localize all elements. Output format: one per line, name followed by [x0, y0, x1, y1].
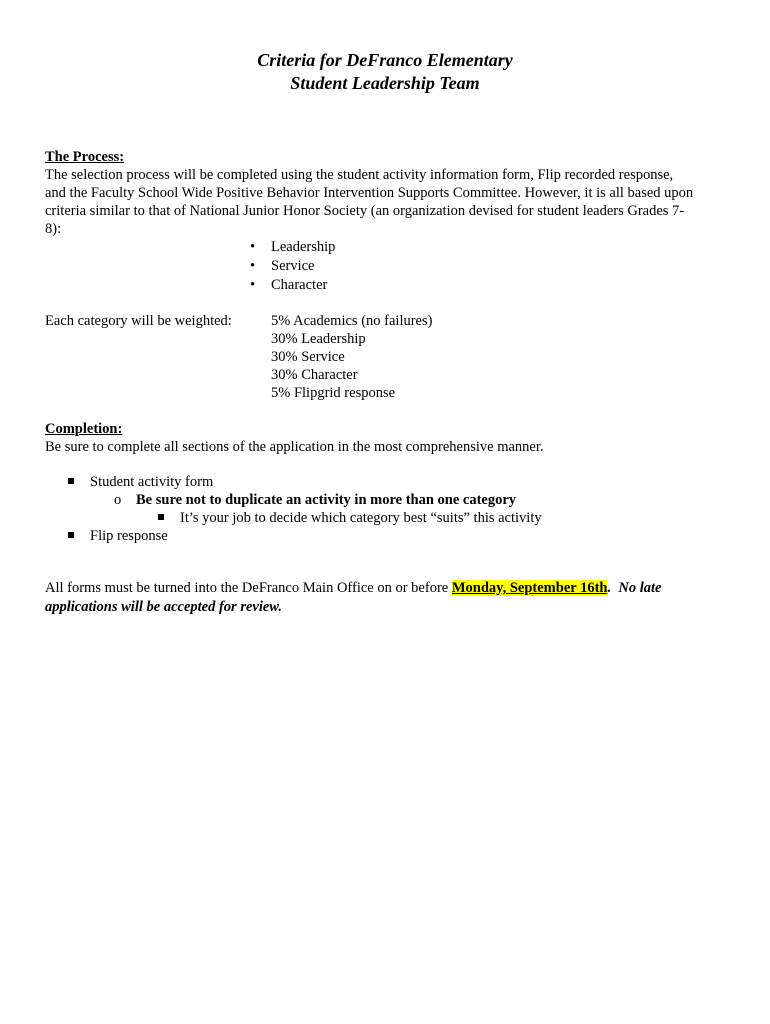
circle-bullet-icon: o [114, 492, 122, 508]
sublist-item-label: Be sure not to duplicate an activity in more than one category [136, 492, 517, 508]
weight-item: 30% Character [271, 367, 358, 383]
late-note-continued: applications will be accepted for review. [45, 599, 283, 615]
weights-list [271, 312, 432, 402]
deadline-period: . [607, 580, 612, 596]
sublist-item-no-duplicate [114, 491, 516, 509]
deadline-paragraph [45, 579, 735, 617]
square-bullet-icon [158, 514, 164, 520]
process-line: The selection process will be completed using the student activity information form, Flip recorded response, [45, 167, 674, 183]
process-line: and the Faculty School Wide Positive Behavior Intervention Supports Committee. However, it is all based upon [45, 185, 694, 201]
late-note: No late [618, 580, 662, 596]
title-line-1: Criteria for DeFranco Elementary [257, 50, 513, 70]
weight-item: 5% Academics (no failures) [271, 313, 433, 329]
deadline-text: All forms must be turned into the DeFranco Main Office on or before [45, 580, 452, 596]
process-line: 8): [45, 221, 62, 237]
list-item-label: Student activity form [90, 474, 214, 490]
weight-label: Each category will be weighted: [45, 313, 232, 329]
title-line-2: Student Leadership Team [290, 73, 480, 93]
completion-intro: Be sure to complete all sections of the application in the most comprehensive manner. [45, 439, 544, 455]
square-bullet-icon [68, 532, 74, 538]
process-paragraph [45, 166, 730, 238]
completion-heading: Completion: [45, 421, 123, 437]
list-item-label: Flip response [90, 528, 168, 544]
list-item-activity-form [68, 473, 213, 491]
document-title [0, 49, 770, 95]
process-line: criteria similar to that of National Junior Honor Society (an organization devised for student leaders Grades 7- [45, 203, 685, 219]
criteria-item-leadership: • Leadership [250, 238, 335, 257]
square-bullet-icon [68, 478, 74, 484]
criteria-item-service: • Service [250, 257, 335, 276]
process-heading: The Process: [45, 149, 125, 165]
deadline-date: Monday, September 16th [451, 580, 608, 596]
weight-item: 30% Service [271, 349, 345, 365]
subsublist-item-category [158, 509, 542, 527]
weight-item: 5% Flipgrid response [271, 385, 396, 401]
weight-item: 30% Leadership [271, 331, 366, 347]
list-item-flip-response [68, 527, 168, 545]
subsublist-item-label: It’s your job to decide which category best “suits” this activity [180, 510, 542, 526]
criteria-list [250, 238, 335, 295]
criteria-item-character: • Character [250, 276, 335, 295]
